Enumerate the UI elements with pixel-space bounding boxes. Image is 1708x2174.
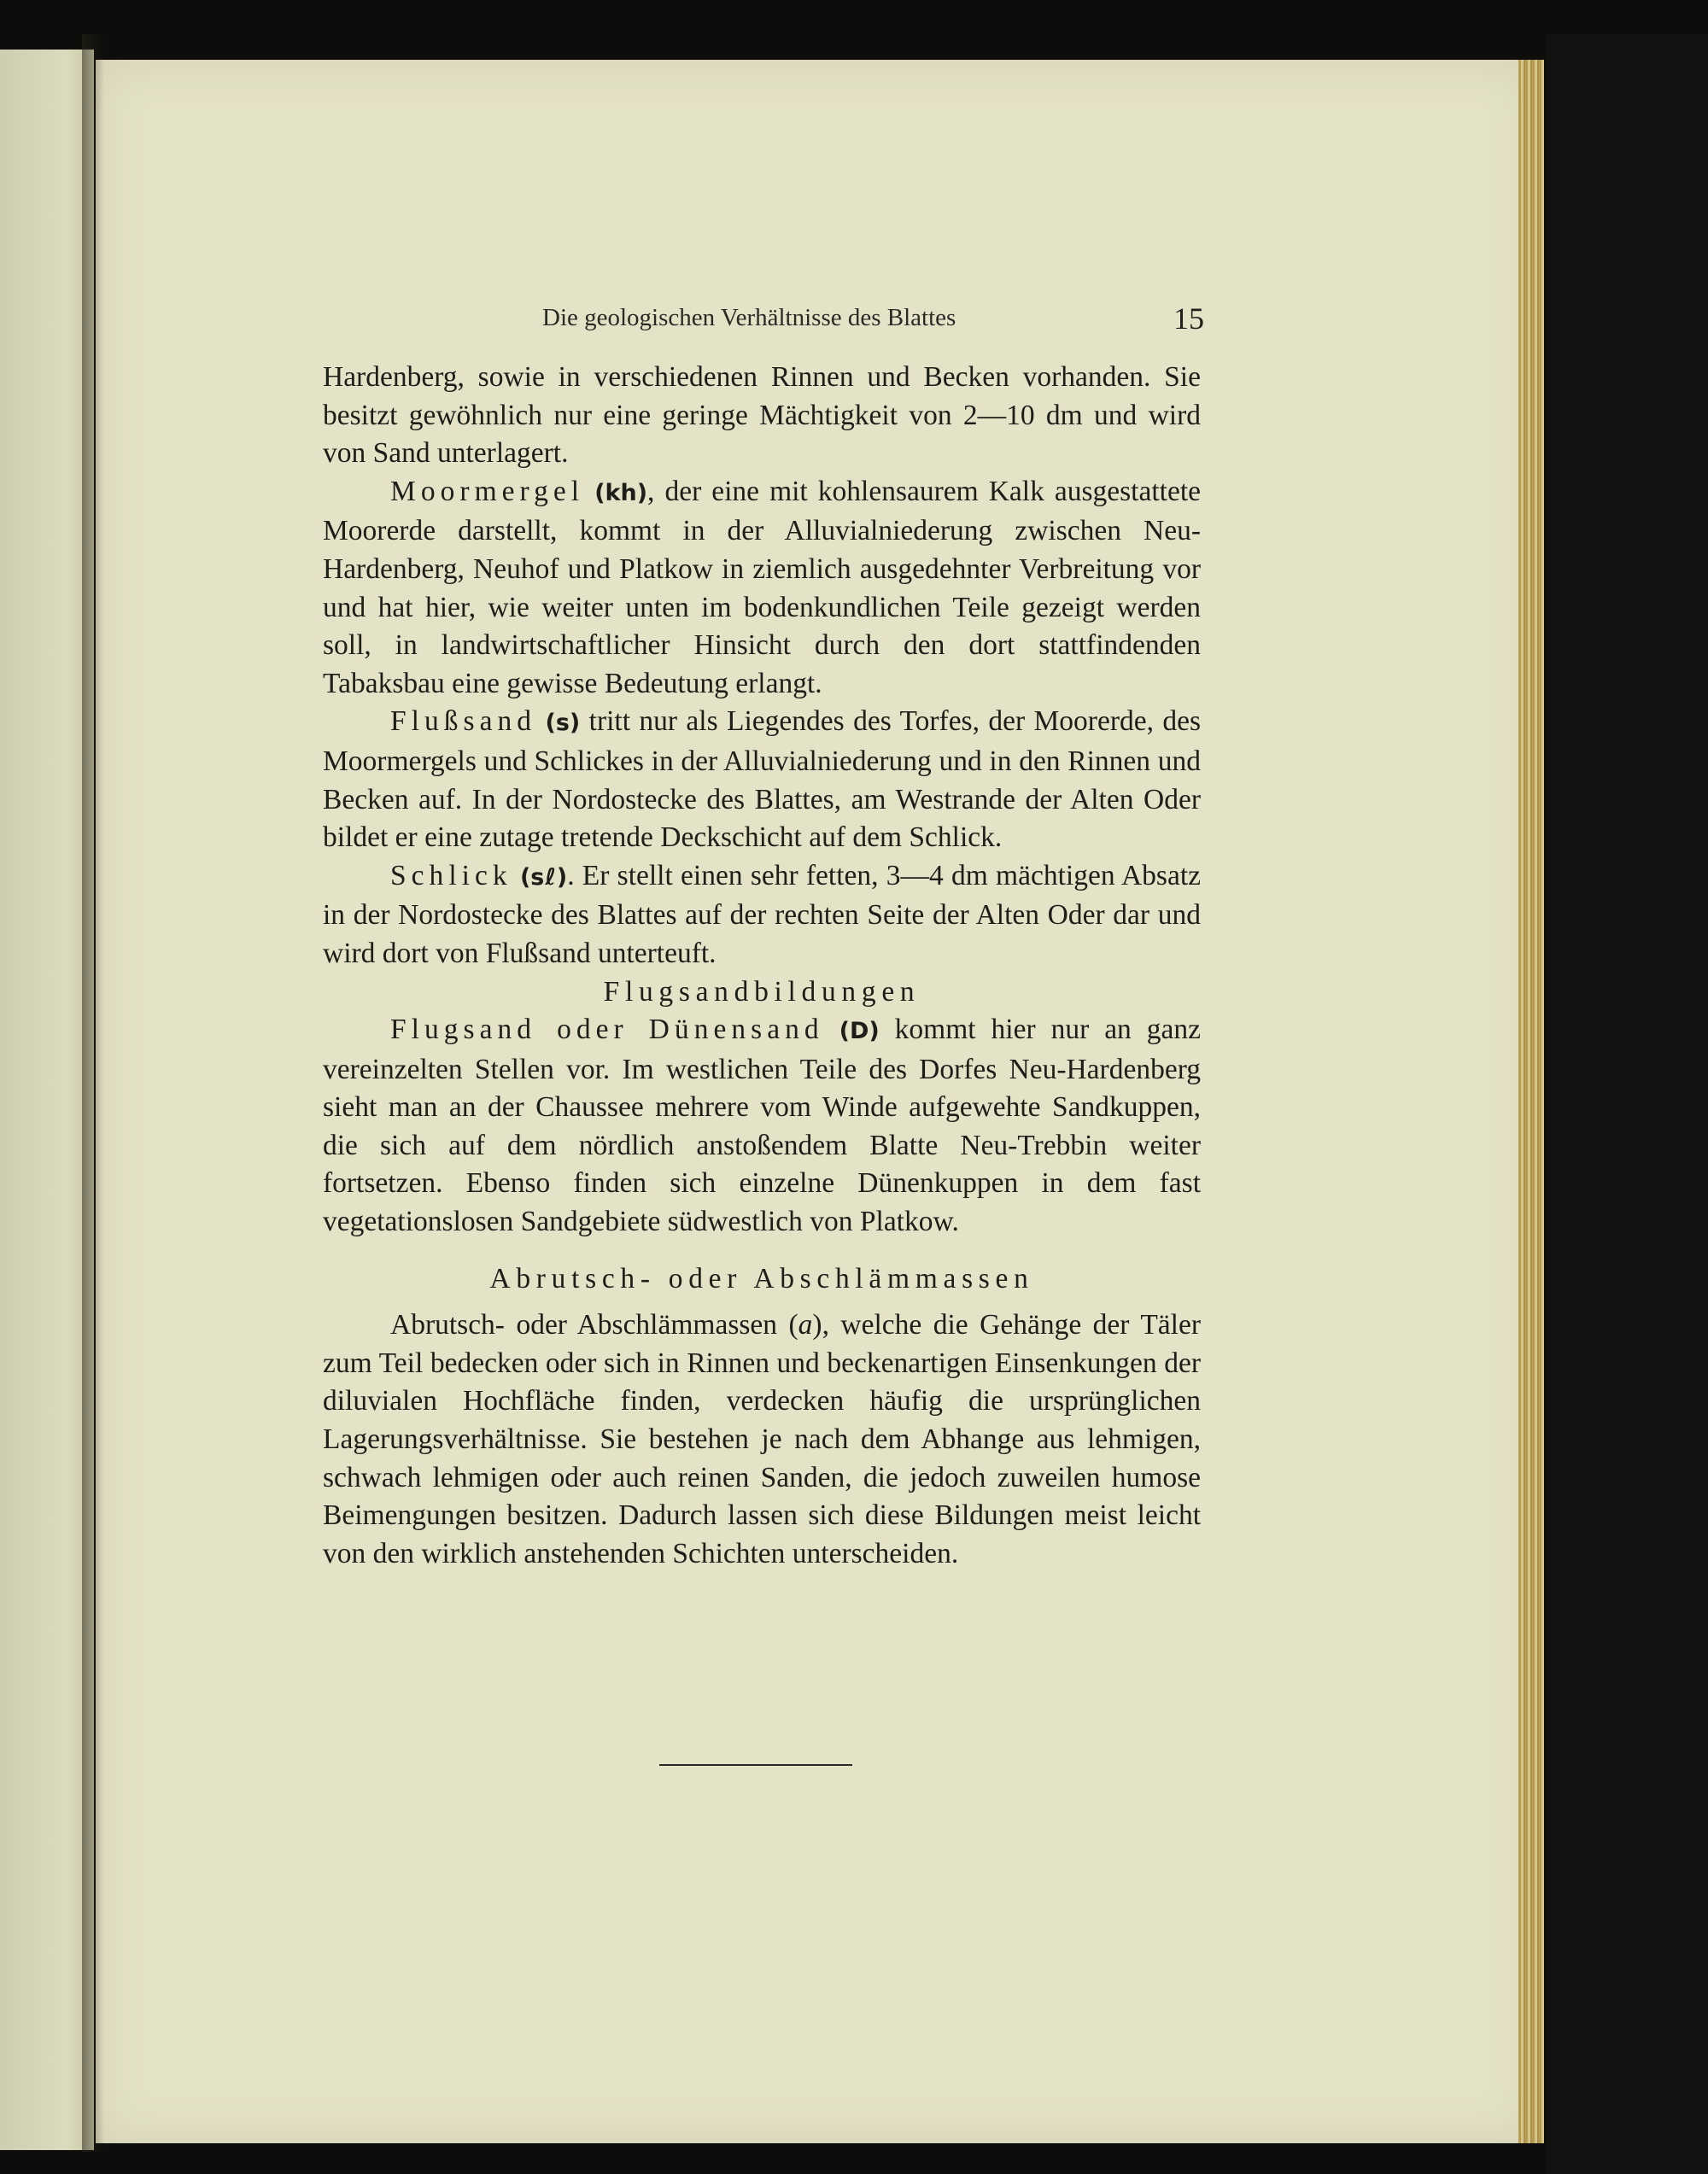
- map-symbol-d: (D): [839, 1018, 880, 1045]
- section-heading-abrutsch: Abrutsch- oder Abschlämmassen: [489, 1262, 1034, 1294]
- term-flusssand: Flußsand: [390, 705, 537, 738]
- facing-page-edge: [0, 50, 94, 2150]
- section-heading-flugsand: Flugsandbildungen: [603, 975, 921, 1008]
- map-symbol-sl: (sℓ): [519, 863, 568, 891]
- paragraph-text: , der eine mit kohlensaurem Kalk ausgestattete Moorerde darstellt, kommt in der Alluvialniederung zwischen Neu-Hardenberg, Neuhof und Platkow in ziemlich ausgedehnter Verbreitung vor und hat hier, wie weiter unten im bodenkundlichen Teile gezeigt werden soll, in landwirtschaftlicher Hinsicht durch den dort stattfindenden Tabaksbau eine gewisse Bedeutung erlangt.: [323, 475, 1201, 699]
- term-schlick: Schlick: [390, 859, 512, 891]
- map-symbol-a: a: [798, 1309, 813, 1341]
- term-flugsand: Flugsand oder Dünensand: [390, 1014, 824, 1046]
- paragraph-moormergel: [323, 473, 1201, 704]
- paragraph-flusssand: [323, 703, 1201, 856]
- map-symbol-kh: (kh): [594, 479, 648, 506]
- paragraph-text: kommt hier nur an ganz vereinzelten Stellen vor. Im westlichen Teile des Dorfes Neu-Hardenberg sieht man an der Chaussee mehrere vom Winde aufgewehte Sandkuppen, die sich auf dem nördlich anstoßendem Blatte Neu-Trebbin weiter fortsetzen. Ebenso finden sich einzelne Dünenkuppen in dem fast vegetationslosen Sandgebiete südwestlich von Platkow.: [323, 1014, 1201, 1238]
- running-title: Die geologischen Verhältnisse des Blattes: [542, 304, 956, 331]
- gutter-shadow: [82, 34, 104, 2152]
- term-moormergel: Moormergel: [390, 475, 585, 507]
- map-symbol-s: (s): [545, 710, 581, 737]
- page-body: [323, 359, 1201, 1573]
- gilded-page-edges: [1518, 60, 1544, 2143]
- paragraph-text: tritt nur als Liegendes des Torfes, der Moorerde, des Moormergels und Schlickes in der Alluvialniederung und in den Rinnen und Becken auf. In der Nordostecke des Blattes, am Westrande der Alten Oder bildet er eine zutage tretende Deckschicht auf dem Schlick.: [323, 705, 1202, 854]
- end-rule: [659, 1764, 852, 1766]
- paragraph-schlick: [323, 857, 1201, 973]
- page-header: [256, 301, 1204, 343]
- page-number: 15: [1173, 301, 1204, 336]
- paragraph-abrutsch: [323, 1306, 1201, 1573]
- paragraph-text: . Er stellt einen sehr fetten, 3—4 dm mächtigen Absatz in der Nordostecke des Blattes auf der rechten Seite der Alten Oder dar und wird dort von Flußsand unterteuft.: [323, 859, 1201, 969]
- paragraph-flugsand: [323, 1011, 1201, 1242]
- paragraph-text: ), welche die Gehänge der Täler zum Teil bedecken oder sich in Rinnen und beckenartigen Einsenkungen der diluvialen Hochfläche finden, verdecken häufig die ursprünglichen Lagerungsverhältnisse. Sie bestehen je nach dem Abhange aus lehmigen, schwach lehmigen oder auch reinen Sanden, die jedoch zuweilen humose Beimengungen besitzen. Dadurch lassen sich diese Bildungen meist leicht von den wirklich anstehenden Schichten unterscheiden.: [323, 1309, 1201, 1569]
- paragraph-hardenberg: Hardenberg, sowie in verschiedenen Rinnen und Becken vorhanden. Sie besitzt gewöhnlich nur eine geringe Mächtigkeit von 2—10 dm und wird von Sand unterlagert.: [323, 361, 1201, 470]
- book-cover-edge: [1546, 34, 1708, 2174]
- paragraph-text: Abrutsch- oder Abschlämmassen (: [390, 1309, 798, 1341]
